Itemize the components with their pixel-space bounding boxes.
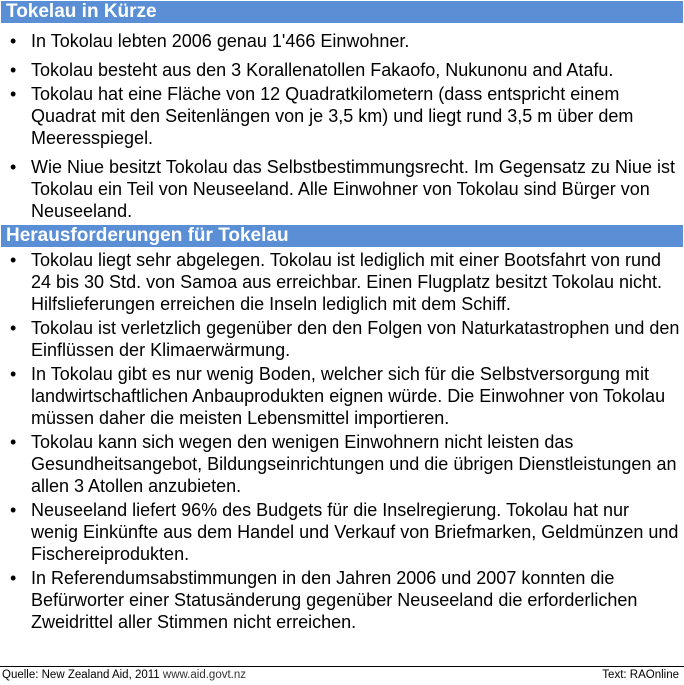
list-item [0, 83, 684, 149]
challenges-list [0, 249, 684, 635]
list-item-text: Tokolau hat eine Fläche von 12 Quadratkilometern (dass entspricht einem Quadrat mit den Seitenlängen von je 3,5 km) und liegt rund 3,5 m über dem Meeresspiegel. [31, 84, 634, 148]
bullet-icon: • [10, 568, 17, 588]
footer [0, 666, 684, 685]
bullet-icon: • [10, 84, 17, 104]
list-item-text: In Tokolau lebten 2006 genau 1'466 Einwohner. [31, 31, 410, 51]
list-item [0, 317, 684, 361]
list-item-text: Tokolau ist verletzlich gegenüber den den Folgen von Naturkatastrophen und den Einflüssen der Klimaerwärmung. [31, 318, 680, 360]
list-item [0, 431, 684, 497]
bullet-icon: • [10, 318, 17, 338]
list-item-text: Wie Niue besitzt Tokolau das Selbstbestimmungsrecht. Im Gegensatz zu Niue ist Tokolau ein Teil von Neuseeland. Alle Einwohner von Tokolau sind Bürger von Neuseeland. [31, 157, 675, 221]
list-item-text: Tokolau kann sich wegen den wenigen Einwohnern nicht leisten das Gesundheitsangebot, Bildungseinrichtungen und die übrigen Dienstleistungen an allen 3 Atollen anzubieten. [31, 432, 677, 496]
text-credit: Text: RAOnline [602, 669, 679, 681]
facts-list [0, 30, 684, 229]
list-item [0, 59, 684, 81]
source-text: Quelle: New Zealand Aid, 2011 [2, 669, 160, 681]
list-item [0, 363, 684, 429]
bullet-icon: • [10, 250, 17, 270]
bullet-icon: • [10, 157, 17, 177]
list-item [0, 499, 684, 565]
bullet-icon: • [10, 432, 17, 452]
list-item-text: Tokolau liegt sehr abgelegen. Tokolau ist lediglich mit einer Bootsfahrt von rund 24 bis 30 Std. von Samoa aus erreichbar. Einen Flugplatz besitzt Tokolau nicht. Hilfslieferungen erreichen die Inseln lediglich mit dem Schiff. [31, 250, 663, 314]
list-item [0, 30, 684, 52]
source-link[interactable]: www.aid.govt.nz [162, 669, 247, 681]
list-item-text: Neuseeland liefert 96% des Budgets für die Inselregierung. Tokolau hat nur wenig Einkünfte aus dem Handel und Verkauf von Briefmarken, Geldmünzen und Fischereiprodukten. [31, 500, 679, 564]
list-item [0, 156, 684, 222]
bullet-icon: • [10, 60, 17, 80]
bullet-icon: • [10, 364, 17, 384]
list-item-text: In Referendumsabstimmungen in den Jahren 2006 und 2007 konnten die Befürworter einer Statusänderung gegenüber Neuseeland die erforderlichen Zweidrittel aller Stimmen nicht erreichen. [31, 568, 638, 632]
bullet-icon: • [10, 500, 17, 520]
list-item [0, 249, 684, 315]
list-item-text: In Tokolau gibt es nur wenig Boden, welcher sich für die Selbstversorgung mit landwirtschaftlichen Anbauprodukten eignen würde. Die Einwohner von Tokolau müssen daher die meisten Lebensmittel importieren. [31, 364, 666, 428]
list-item [0, 567, 684, 633]
bullet-icon: • [10, 31, 17, 51]
footer-source [2, 667, 246, 684]
section-title-kurz: Tokelau in Kürze [1, 1, 683, 23]
section-title-herausforderungen: Herausforderungen für Tokelau [1, 225, 683, 247]
list-item-text: Tokolau besteht aus den 3 Korallenatollen Fakaofo, Nukunonu and Atafu. [31, 60, 614, 80]
